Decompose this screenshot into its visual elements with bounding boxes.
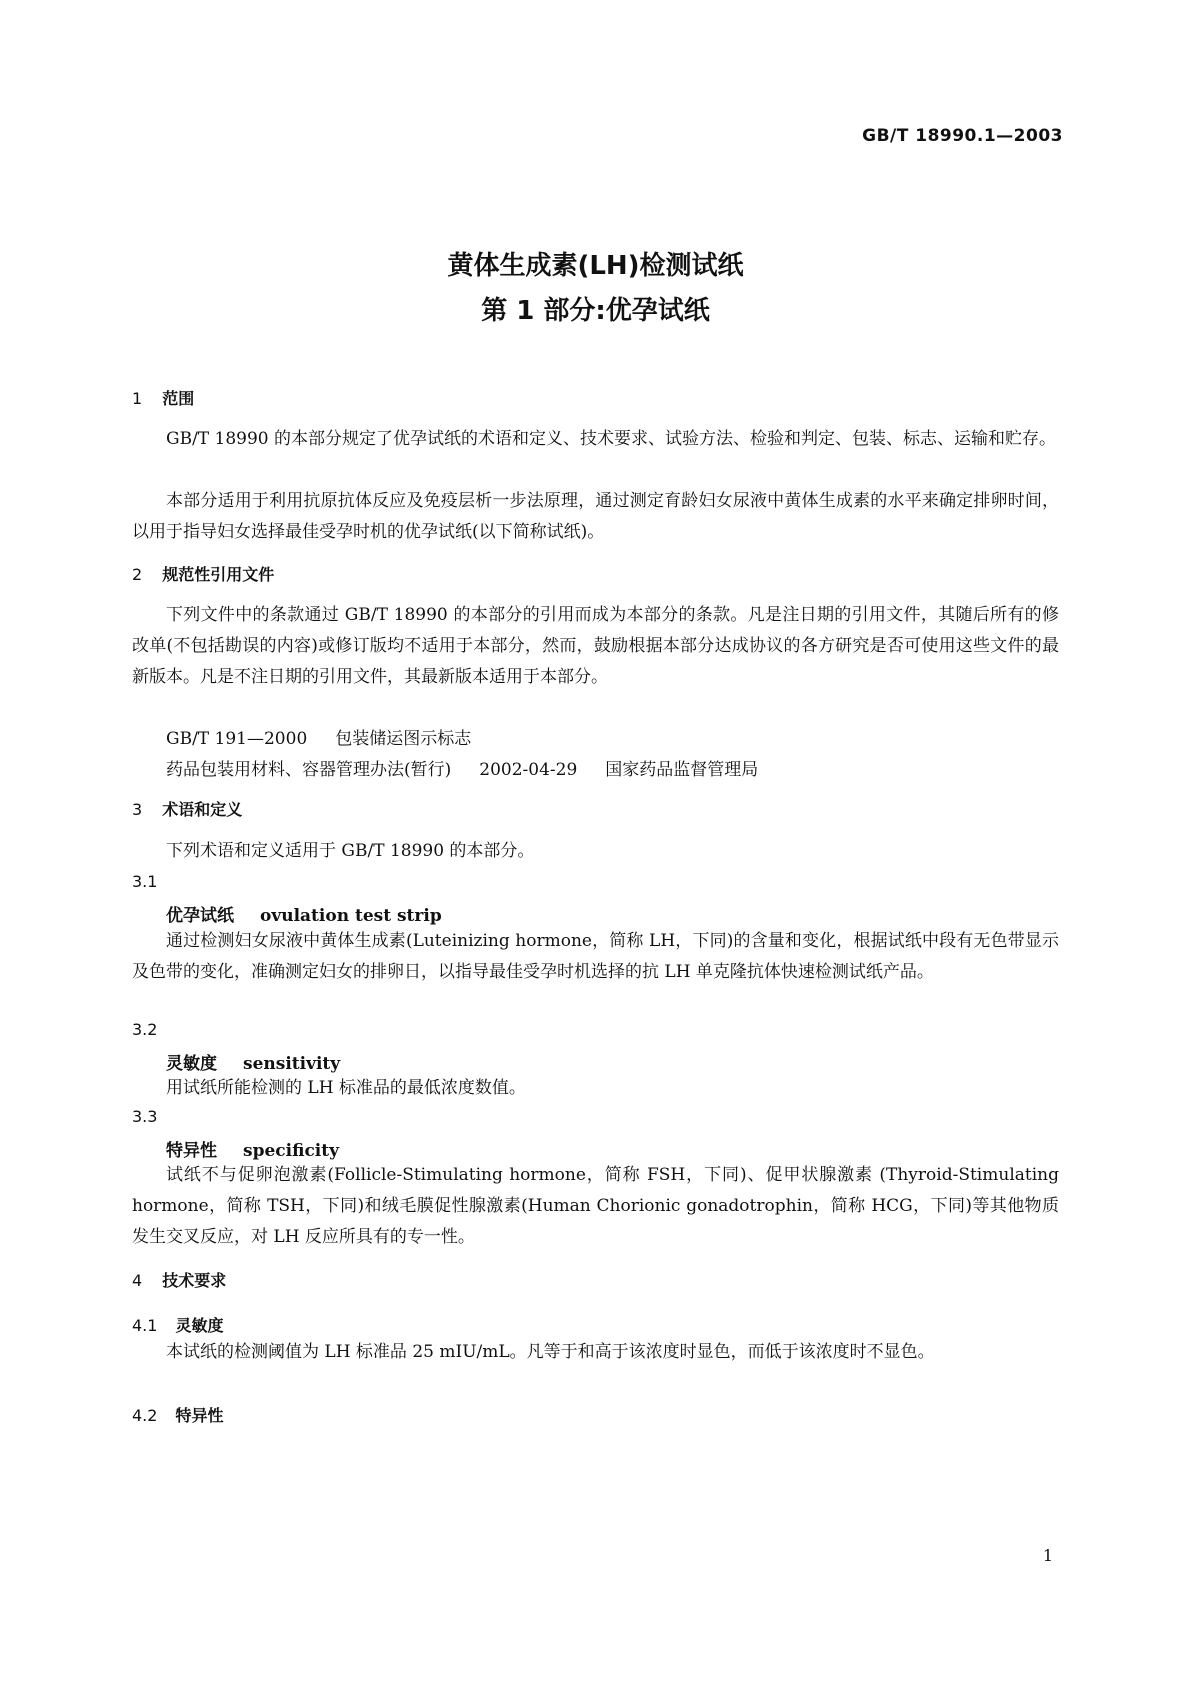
term-zh: 优孕试纸 (166, 906, 234, 926)
section-number: 3 (132, 800, 143, 819)
page-number: 1 (1042, 1546, 1053, 1565)
paragraph: 本试纸的检测阈值为 LH 标准品 25 mIU/mL。凡等于和高于该浓度时显色，而低于该浓度时不显色。 (166, 1342, 935, 1362)
section-title: 规范性引用文件 (162, 565, 275, 584)
document-title: 黄体生成素(LH)检测试纸 (447, 251, 744, 281)
reference-org: 国家药品监督管理局 (605, 760, 759, 780)
section-number: 1 (132, 389, 143, 408)
reference-code: GB/T 191—2000 (166, 729, 308, 749)
term-zh: 灵敏度 (166, 1054, 217, 1074)
term-en: ovulation test strip (260, 906, 442, 926)
section-heading-3 (132, 797, 242, 820)
term-definition: 试纸不与促卵泡激素(Follicle-Stimulating hormone，简称 FSH，下同)、促甲状腺激素 (Thyroid-Stimulating hormone，简称 TSH，下同)和绒毛膜促性腺激素(Human Chorionic gonadotrophin，简称 HCG，下同)等其他物质发生交叉反应，对 LH 反应所具有的专一性。 (132, 1165, 1059, 1247)
subsection-title: 灵敏度 (175, 1316, 224, 1335)
reference-title: 包装储运图示标志 (335, 729, 472, 749)
term-definition: 通过检测妇女尿液中黄体生成素(Luteinizing hormone，简称 LH，下同)的含量和变化，根据试纸中段有无色带显示及色带的变化，准确测定妇女的排卵日，以指导最佳受孕时机选择的抗 LH 单克隆抗体快速检测试纸产品。 (132, 931, 1059, 982)
paragraph: 下列文件中的条款通过 GB/T 18990 的本部分的引用而成为本部分的条款。凡是注日期的引用文件，其随后所有的修改单(不包括勘误的内容)或修订版均不适用于本部分，然而，鼓励根据本部分达成协议的各方研究是否可使用这些文件的最新版本。凡是不注日期的引用文件，其最新版本适用于本部分。 (132, 605, 1059, 687)
term-entry (166, 901, 442, 926)
section-title: 范围 (162, 389, 195, 408)
reference-entry (166, 724, 499, 749)
term-number: 3.2 (132, 1020, 158, 1039)
reference-entry (166, 755, 786, 780)
subsection-number: 4.2 (132, 1406, 158, 1425)
reference-title: 药品包装用材料、容器管理办法(暂行) (166, 760, 452, 780)
document-subtitle: 第 1 部分:优孕试纸 (481, 296, 710, 326)
section-title: 技术要求 (162, 1271, 227, 1290)
standard-number: GB/T 18990.1—2003 (862, 126, 1063, 146)
section-number: 2 (132, 565, 143, 584)
reference-date: 2002-04-29 (479, 760, 578, 780)
term-entry (166, 1136, 339, 1161)
term-number: 3.3 (132, 1107, 158, 1126)
section-heading-4 (132, 1268, 226, 1291)
section-title: 术语和定义 (162, 800, 243, 819)
term-entry (166, 1049, 340, 1074)
term-en: specificity (243, 1141, 339, 1161)
subsection-heading (132, 1313, 223, 1336)
paragraph: 下列术语和定义适用于 GB/T 18990 的本部分。 (166, 841, 535, 861)
term-definition: 用试纸所能检测的 LH 标准品的最低浓度数值。 (166, 1078, 526, 1098)
subsection-heading (132, 1403, 223, 1426)
section-heading-1 (132, 386, 194, 409)
section-number: 4 (132, 1271, 143, 1290)
term-number: 3.1 (132, 872, 158, 891)
term-en: sensitivity (243, 1054, 341, 1074)
paragraph: GB/T 18990 的本部分规定了优孕试纸的术语和定义、技术要求、试验方法、检验和判定、包装、标志、运输和贮存。 (166, 429, 1057, 449)
term-zh: 特异性 (166, 1141, 217, 1161)
paragraph: 本部分适用于利用抗原抗体反应及免疫层析一步法原理，通过测定育龄妇女尿液中黄体生成素的水平来确定排卵时间，以用于指导妇女选择最佳受孕时机的优孕试纸(以下简称试纸)。 (132, 491, 1059, 542)
section-heading-2 (132, 562, 274, 585)
subsection-number: 4.1 (132, 1316, 158, 1335)
subsection-title: 特异性 (175, 1406, 224, 1425)
